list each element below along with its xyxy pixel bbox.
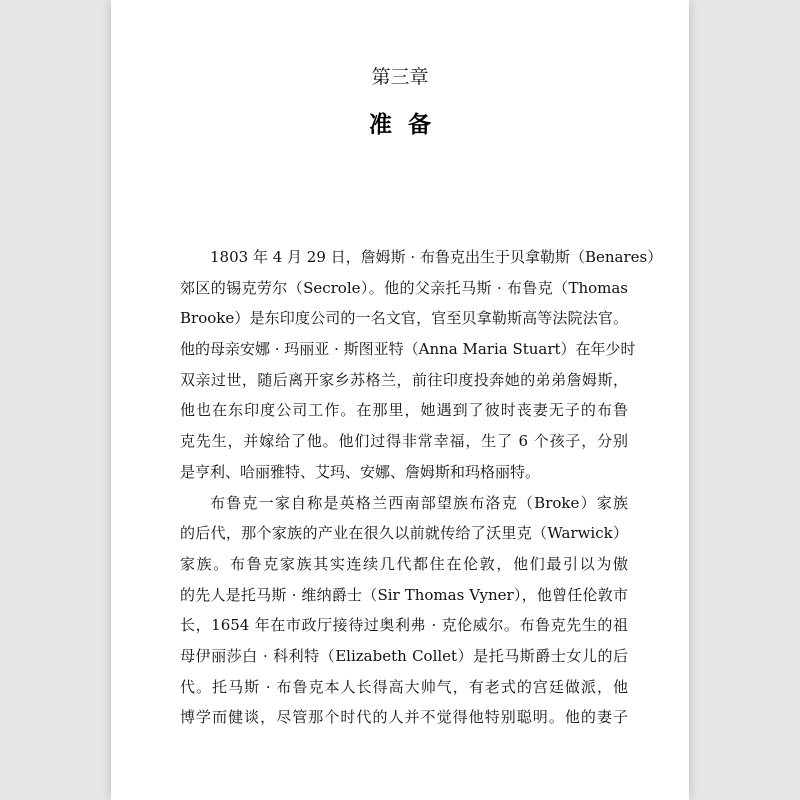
text-line: 他的母亲安娜 · 玛丽亚 · 斯图亚特（Anna Maria Stuart）在年少时 (180, 340, 636, 359)
text-line: 郊区的锡克劳尔（Secrole）。他的父亲托马斯 · 布鲁克（Thomas (180, 278, 628, 297)
text-line: 的后代，那个家族的产业在很久以前就传给了沃里克（Warwick） (180, 524, 628, 543)
chapter-number: 第三章 (371, 66, 429, 88)
text-line: 代。托马斯 · 布鲁克本人长得高大帅气，有老式的宫廷做派，他 (180, 677, 628, 696)
text-line: 家族。布鲁克家族其实连续几代都住在伦敦，他们最引以为傲 (180, 554, 628, 573)
text-line: 的先人是托马斯 · 维纳爵士（Sir Thomas Vyner），他曾任伦敦市 (180, 585, 628, 604)
text-line: 长，1654 年在市政厅接待过奥利弗 · 克伦威尔。布鲁克先生的祖 (180, 616, 628, 635)
text-line: 布鲁克一家自称是英格兰西南部望族布洛克（Broke）家族 (210, 493, 628, 512)
text-line: Brooke）是东印度公司的一名文官，官至贝拿勒斯高等法院法官。 (180, 309, 628, 328)
text-line: 1803 年 4 月 29 日，詹姆斯 · 布鲁克出生于贝拿勒斯（Benares） (210, 248, 663, 266)
paragraph-2 (180, 488, 628, 734)
text-line: 母伊丽莎白 · 科利特（Elizabeth Collet）是托马斯爵士女儿的后 (180, 646, 628, 665)
text-line: 双亲过世，随后离开家乡苏格兰，前往印度投奔她的弟弟詹姆斯， (180, 370, 628, 389)
body-text (180, 242, 663, 733)
book-page (111, 0, 689, 800)
paragraph-1 (180, 242, 663, 488)
text-line: 博学而健谈，尽管那个时代的人并不觉得他特别聪明。他的妻子 (180, 708, 628, 727)
text-line: 克先生，并嫁给了他。他们过得非常幸福，生了 6 个孩子，分别 (180, 432, 628, 451)
text-line: 是亨利、哈丽雅特、艾玛、安娜、詹姆斯和玛格丽特。 (180, 462, 541, 481)
text-line: 他也在东印度公司工作。在那里，她遇到了彼时丧妻无子的布鲁 (180, 401, 628, 420)
chapter-title: 准备 (369, 111, 447, 138)
